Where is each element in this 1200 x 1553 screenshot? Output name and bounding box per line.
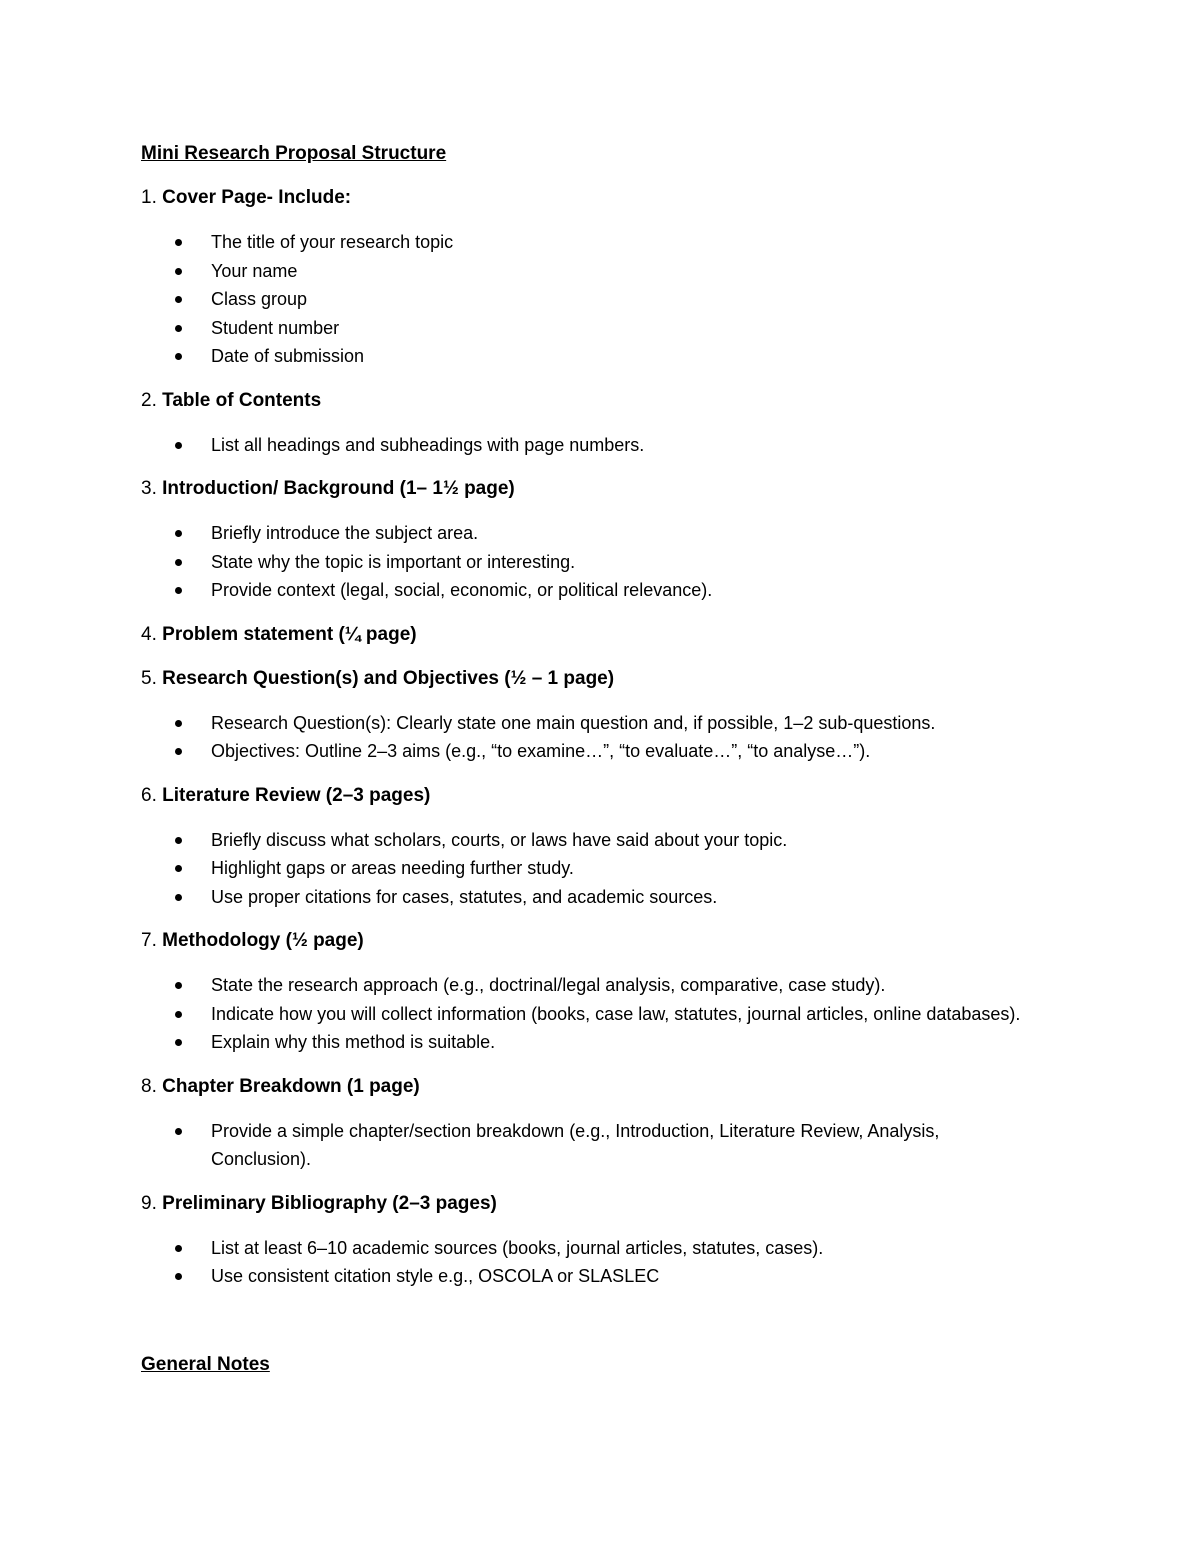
section-heading <box>141 475 1041 503</box>
bullet-icon <box>175 587 182 594</box>
list-item <box>141 519 1041 548</box>
list-item-text: State why the topic is important or interesting. <box>211 551 576 572</box>
list-item <box>141 737 1041 766</box>
section-label: Chapter Breakdown (1 page) <box>162 1075 420 1097</box>
section <box>141 782 1041 912</box>
bullet-list <box>141 709 1041 766</box>
bullet-icon <box>175 325 182 332</box>
section <box>141 184 1041 371</box>
section <box>141 475 1041 605</box>
section <box>141 1073 1041 1174</box>
bullet-list <box>141 228 1041 371</box>
list-item <box>141 285 1041 314</box>
section-number: 8. <box>141 1075 157 1097</box>
section-label: Research Question(s) and Objectives (½ – 1 page) <box>162 667 615 689</box>
list-item-text: The title of your research topic <box>211 232 454 252</box>
bullet-icon <box>175 1039 182 1046</box>
list-item <box>141 1234 1041 1263</box>
section <box>141 621 1041 649</box>
section-heading <box>141 927 1041 955</box>
bullet-icon <box>175 1245 182 1252</box>
document-page <box>141 140 1041 1379</box>
section-heading <box>141 1073 1041 1101</box>
list-item-text: Explain why this method is suitable. <box>211 1032 496 1052</box>
bullet-icon <box>175 720 182 727</box>
list-item-text: Date of submission <box>211 346 365 366</box>
list-item <box>141 431 1041 460</box>
section <box>141 665 1041 766</box>
bullet-list <box>141 826 1041 912</box>
section-number: 9. <box>141 1192 157 1214</box>
bullet-list <box>141 1234 1041 1291</box>
section-number: 1. <box>141 187 157 208</box>
list-item-text: Provide a simple chapter/section breakdown (e.g., Introduction, Literature Review, Analysis, Conclusion). <box>211 1120 940 1169</box>
list-item-text: Research Question(s): Clearly state one main question and, if possible, 1–2 sub-questions. <box>211 712 936 733</box>
section-label: Introduction/ Background (1– 1½ page) <box>162 478 515 499</box>
section <box>141 1190 1041 1291</box>
section-heading <box>141 184 1041 212</box>
bullet-icon <box>175 353 182 360</box>
list-item-text: Objectives: Outline 2–3 aims (e.g., “to examine…”, “to evaluate…”, “to analyse…”). <box>211 741 871 761</box>
list-item-text: Briefly introduce the subject area. <box>211 523 479 543</box>
bullet-icon <box>175 1128 182 1135</box>
list-item <box>141 1000 1041 1029</box>
list-item-text: Class group <box>211 289 308 309</box>
list-item <box>141 314 1041 343</box>
bullet-icon <box>175 442 182 449</box>
general-notes-heading: General Notes <box>141 1353 270 1375</box>
section-number: 3. <box>141 478 157 499</box>
list-item <box>141 826 1041 855</box>
bullet-list <box>141 971 1041 1057</box>
sections-container <box>141 184 1041 1291</box>
list-item-text: List all headings and subheadings with page numbers. <box>211 434 645 455</box>
document-title: Mini Research Proposal Structure <box>141 143 447 164</box>
section-number: 4. <box>141 623 157 645</box>
bullet-icon <box>175 894 182 901</box>
list-item-text: Provide context (legal, social, economic, or political relevance). <box>211 580 713 600</box>
bullet-icon <box>175 239 182 246</box>
list-item-text: Use consistent citation style e.g., OSCOLA or SLASLEC <box>211 1266 660 1286</box>
list-item <box>141 883 1041 912</box>
list-item <box>141 854 1041 883</box>
section-label: Preliminary Bibliography (2–3 pages) <box>162 1192 497 1214</box>
list-item <box>141 342 1041 371</box>
bullet-icon <box>175 865 182 872</box>
section-label: Cover Page- Include: <box>162 187 352 208</box>
section <box>141 387 1041 460</box>
section-heading <box>141 665 1041 693</box>
bullet-icon <box>175 982 182 989</box>
list-item <box>141 576 1041 605</box>
bullet-icon <box>175 268 182 275</box>
bullet-icon <box>175 296 182 303</box>
section-label: Problem statement (¼ page) <box>162 623 417 645</box>
list-item-text: Your name <box>211 260 298 281</box>
list-item-text: Highlight gaps or areas needing further study. <box>211 858 574 878</box>
list-item <box>141 548 1041 577</box>
list-item <box>141 1262 1041 1291</box>
section-heading <box>141 1190 1041 1218</box>
list-item <box>141 257 1041 286</box>
list-item-text: State the research approach (e.g., doctrinal/legal analysis, comparative, case study). <box>211 975 886 995</box>
list-item-text: Indicate how you will collect information (books, case law, statutes, journal articles, online databases). <box>211 1003 1021 1024</box>
section <box>141 927 1041 1057</box>
section-heading <box>141 782 1041 810</box>
section-heading <box>141 621 1041 649</box>
section-number: 5. <box>141 667 157 689</box>
bullet-list <box>141 431 1041 460</box>
section-label: Methodology (½ page) <box>162 930 364 951</box>
bullet-icon <box>175 530 182 537</box>
section-number: 6. <box>141 784 157 806</box>
bullet-icon <box>175 1011 182 1018</box>
section-number: 7. <box>141 930 157 951</box>
bullet-icon <box>175 559 182 566</box>
list-item-text: Briefly discuss what scholars, courts, or laws have said about your topic. <box>211 829 788 850</box>
list-item-text: Use proper citations for cases, statutes, and academic sources. <box>211 886 718 907</box>
bullet-icon <box>175 1273 182 1280</box>
section-label: Table of Contents <box>162 389 322 411</box>
list-item-text: List at least 6–10 academic sources (books, journal articles, statutes, cases). <box>211 1237 824 1258</box>
bullet-list <box>141 519 1041 605</box>
bullet-icon <box>175 748 182 755</box>
bullet-list <box>141 1117 1041 1174</box>
section-heading <box>141 387 1041 415</box>
section-label: Literature Review (2–3 pages) <box>162 784 431 806</box>
list-item <box>141 709 1041 738</box>
list-item <box>141 1028 1041 1057</box>
list-item <box>141 228 1041 257</box>
list-item <box>141 971 1041 1000</box>
section-number: 2. <box>141 389 157 411</box>
bullet-icon <box>175 837 182 844</box>
list-item <box>141 1117 1041 1174</box>
list-item-text: Student number <box>211 317 340 338</box>
